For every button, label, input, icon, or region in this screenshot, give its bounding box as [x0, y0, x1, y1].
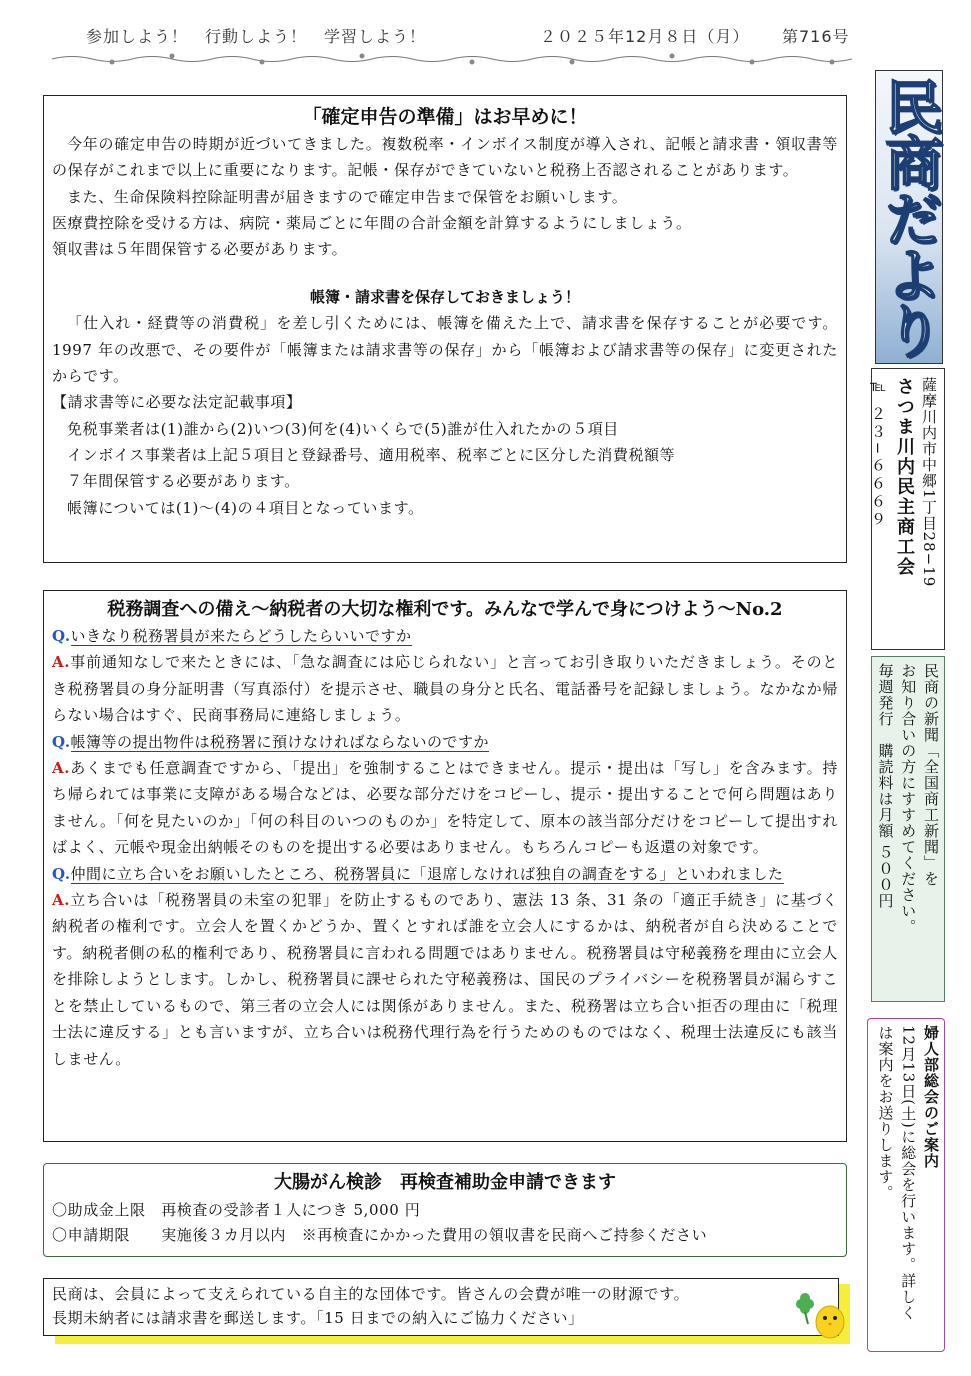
section-title: 税務調査への備え～納税者の大切な権利です。みんなで学んで身につけよう～No.2 — [107, 599, 783, 620]
womens-division-heading: 婦人部総会のご案内 — [922, 1025, 940, 1169]
issue-number: 第716号 — [782, 27, 850, 46]
org-address: 薩摩川内市中郷1丁目28−19 — [920, 377, 938, 588]
tax-filing-section — [43, 95, 847, 563]
membership-fee-notice — [43, 1278, 839, 1336]
org-name: さつま川内民主商工会 — [894, 377, 915, 577]
womens-division-notice — [867, 1018, 945, 1352]
paragraph: 医療費控除を受ける方は、病院・薬局ごとに年間の合計金額を計算するようにしましょう。 — [52, 213, 692, 232]
paragraph: ７年間保管する必要があります。 — [67, 472, 300, 491]
masthead-title: 民商だより — [875, 77, 943, 357]
tax-audit-section — [43, 590, 847, 1142]
question: Q.いきなり税務署員が来たらどうしたらいいですか — [52, 627, 412, 645]
chick-with-clover-icon — [792, 1290, 848, 1342]
answer: A.あくまでも任意調査ですから、「提出」を強制することはできません。提示・提出は「写し」を含みます。持ち帰られては事業に支障がある場合などは、必要な部分だけをコピーし、提示・提出することで何ら問題はありません。「何を見たいのか」「何の科目のいつのものか」を特定して、原本の該当部分だけをコピーして提出すればよく、元帳や現金出納帳そのものを提出する必要はありません。もちろんコピーも返還の対象です。 — [52, 759, 838, 857]
paragraph: また、生命保険料控除証明書が届きますので確定申告まで保管をお願いします。 — [67, 187, 628, 206]
paragraph: 【請求書等に必要な法定記載事項】 — [52, 393, 302, 412]
paragraph: 今年の確定申告の時期が近づいてきました。複数税率・インボイス制度が導入され、記帳と請求書・領収書等の保存がこれまで以上に重要になります。記帳・保存ができていないと税務上否認されることがあります。 — [52, 135, 838, 180]
newspaper-line-1: 民商の新聞「全国商工新聞」を — [922, 663, 940, 887]
newspaper-promo — [871, 656, 945, 1002]
womens-division-line-1: 12月13日(土)に総会を行います。詳しく — [899, 1025, 918, 1321]
notice-line: 長期未納者には請求書を郵送します。「15 日までの納入にご協力ください」 — [52, 1309, 584, 1327]
section-title: 「確定申告の準備」はお早めに！ — [302, 106, 588, 128]
paragraph: 「仕入れ・経費等の消費税」を差し引くためには、帳簿を備えた上で、請求書を保存することが必要です。1997 年の改悪で、その要件が「帳簿または請求書等の保存」から「帳簿および請求書等の保存」に変更されたからです。 — [52, 314, 838, 386]
answer: A.立ち合いは「税務署員の未室の犯罪」を防止するものであり、憲法 13 条、31 条の「適正手続き」に基づく納税者の権利です。立会人を置くかどうか、置くとすれば誰を立会人にするかは、納税者が自ら決めることです。納税者側の私的権利であり、税務署員に言われる問題ではありません。税務署員は守秘義務を理由に立会人を排除しようとします。しかし、税務署員に課せられた守秘義務は、国民のプライバシーを税務署員が漏らすことを禁止しているもので、第三者の立会人には関係がありません。また、税務署は立ち合い拒否の理由に「税理士法に違反する」とも言いますが、立ち合いは税務代理行為を行うためのものではなく、税理士法違反にも該当しません。 — [52, 891, 838, 1068]
answer: A.事前通知なしで来たときには、「急な調査には応じられない」と言ってお引き取りいただきましょう。そのとき税務署員の身分証明書（写真添付）を提示させ、職員の身分と氏名、電話番号を記録しましょう。なかなか帰らない場合はすぐ、民商事務局に連絡しましょう。 — [52, 653, 838, 725]
organization-info — [871, 368, 945, 650]
newspaper-line-3: 毎週発行 購読料は月額 ５００円 — [876, 663, 895, 909]
paragraph: 帳簿については(1)～(4)の４項目となっています。 — [67, 498, 424, 517]
question: Q.帳簿等の提出物件は税務署に預けなければならないのですか — [52, 732, 490, 751]
org-phone: ℡ ２３−６６６９ — [869, 377, 887, 530]
subsidy-limit-line: 〇助成金上限 再検査の受診者１人につき 5,000 円 — [52, 1201, 421, 1219]
cancer-screening-section — [43, 1163, 847, 1257]
paragraph: インボイス事業者は上記５項目と登録番号、適用税率、税率ごとに区分した消費税額等 — [67, 445, 676, 464]
masthead — [875, 70, 943, 364]
decorative-vine-divider — [52, 52, 852, 66]
notice-line: 民商は、会員によって支えられている自主的な団体です。皆さんの会費が唯一の財源です。 — [52, 1285, 690, 1303]
application-deadline-line: 〇申請期限 実施後３カ月以内 ※再検査にかかった費用の領収書を民商へご持参ください — [52, 1226, 708, 1244]
question: Q.仲間に立ち合いをお願いしたところ、税務署員に「退席しなければ独自の調査をする」といわれました — [52, 864, 784, 883]
newspaper-line-2: お知り合いの方にすすめてください。 — [899, 663, 918, 935]
womens-division-line-2: は案内をお送りします。 — [876, 1025, 895, 1201]
section-subtitle: 帳簿・請求書を保存しておきましょう！ — [309, 288, 580, 307]
paragraph: 領収書は５年間保管する必要があります。 — [52, 240, 348, 259]
issue-date: ２０２５年12月８日（月） — [540, 27, 750, 46]
section-title: 大腸がん検診 再検査補助金申請できます — [274, 1172, 616, 1193]
paragraph: 免税事業者は(1)誰から(2)いつ(3)何を(4)いくらで(5)誰が仕入れたかの５項目 — [67, 419, 619, 438]
slogan: 参加しよう！ 行動しよう！ 学習しよう！ — [86, 27, 427, 46]
